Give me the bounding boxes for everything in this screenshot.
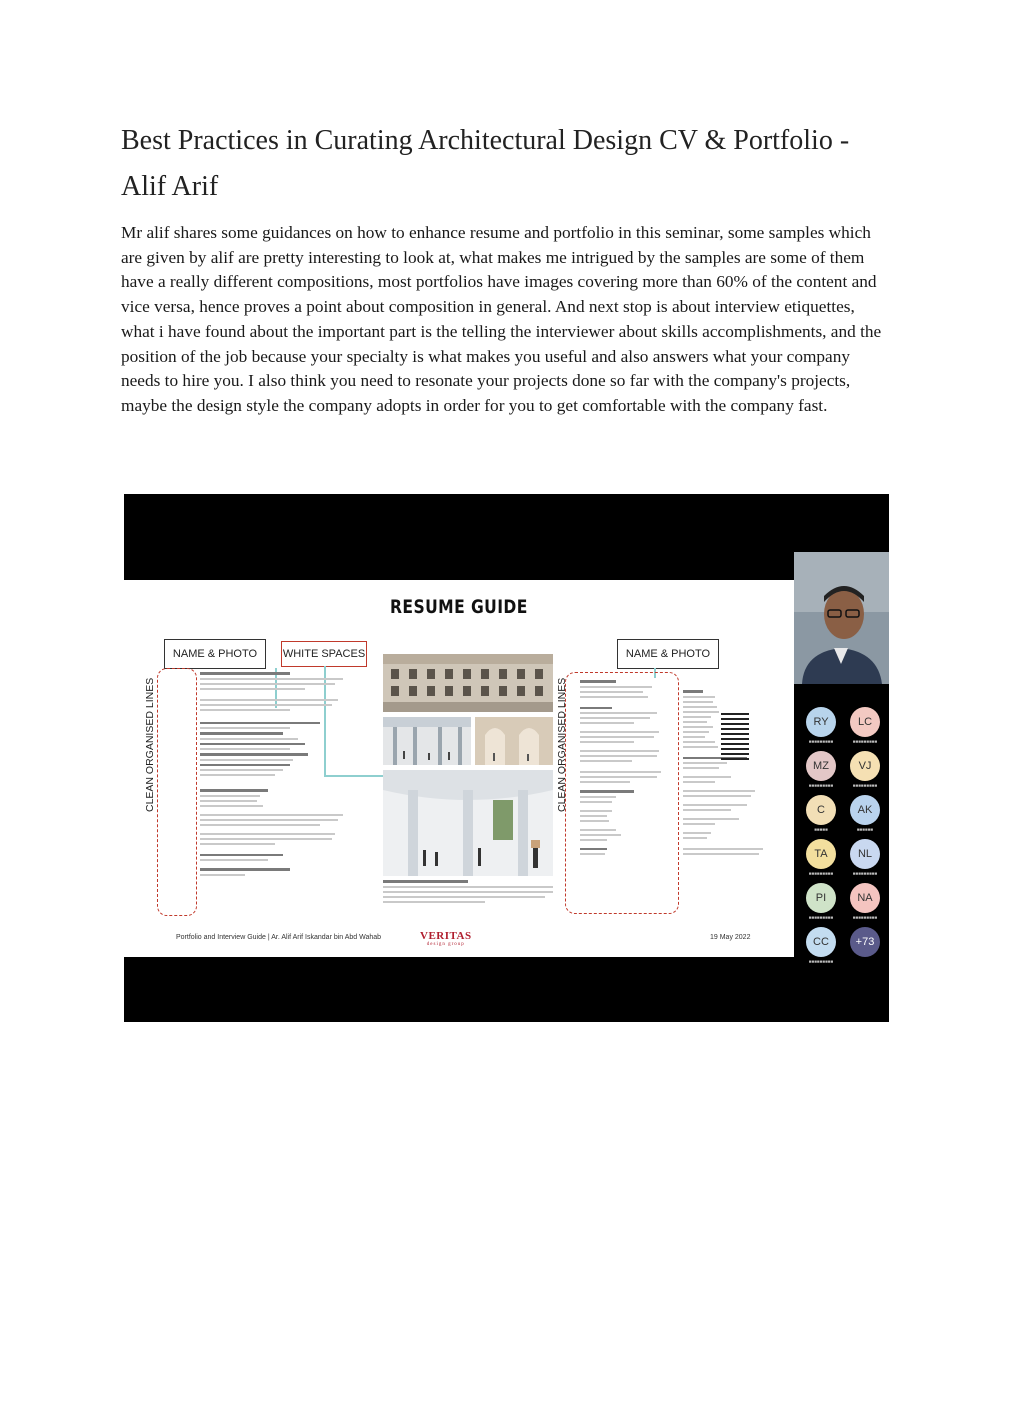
participant-name-placeholder: ■■■■■ [814, 827, 828, 832]
resume-text-left [200, 672, 350, 879]
skill-bars [721, 713, 749, 763]
interior-photo-1 [383, 717, 471, 765]
participant-avatar[interactable]: CC [806, 927, 836, 957]
participant-avatar[interactable]: AK [850, 795, 880, 825]
speaker-video[interactable] [794, 552, 889, 684]
slide-title: RESUME GUIDE [390, 596, 528, 618]
gallery-interior-photo [383, 770, 553, 876]
participant-avatar[interactable]: MZ [806, 751, 836, 781]
tag-name-photo-left: NAME & PHOTO [164, 639, 266, 669]
participant-name-placeholder: ■■■■■■■■■ [852, 915, 878, 920]
more-participants-badge[interactable]: +73 [850, 927, 880, 957]
interior-photo-2 [475, 717, 553, 765]
participant-avatar[interactable]: VJ [850, 751, 880, 781]
participant-name-placeholder: ■■■■■■ [856, 827, 874, 832]
photo-caption [383, 880, 553, 906]
participant-avatar[interactable]: NA [850, 883, 880, 913]
participant-name-placeholder: ■■■■■■■■■ [808, 739, 834, 744]
participant-avatar[interactable]: LC [850, 707, 880, 737]
participant-avatar[interactable]: PI [806, 883, 836, 913]
slide-footer-left: Portfolio and Interview Guide | Ar. Alif Arif Iskandar bin Abd Wahab [176, 934, 382, 941]
vertical-label-right: CLEAN ORGANISED LINES [556, 677, 568, 812]
participant-name-placeholder: ■■■■■■■■■ [852, 871, 878, 876]
logo-text: VERITAS [420, 930, 472, 942]
slide-footer-date: 19 May 2022 [710, 934, 751, 941]
vertical-label-left: CLEAN ORGANISED LINES [144, 677, 156, 812]
organised-lines-box-left [157, 668, 197, 916]
tag-name-photo-right: NAME & PHOTO [617, 639, 719, 669]
resume-text-right [580, 680, 670, 858]
participant-name-placeholder: ■■■■■■■■■ [808, 871, 834, 876]
seminar-screenshot [124, 494, 889, 1022]
tag-white-spaces: WHITE SPACES [281, 641, 367, 667]
building-facade-photo [383, 654, 553, 712]
participant-avatar[interactable]: C [806, 795, 836, 825]
participant-avatar[interactable]: TA [806, 839, 836, 869]
participant-name-placeholder: ■■■■■■■■■ [808, 915, 834, 920]
document-body: Mr alif shares some guidances on how to enhance resume and portfolio in this seminar, some samples which are given by alif are pretty interesting to look at, what makes me intrigued by the samples are some of them have a really different compositions, most portfolios have images covering more than 60% of the content and vice versa, hence proves a point about composition in general. And next stop is about interview etiquettes, what i have found about the important part is the telling the interviewer about skills accomplishments, and the position of the job because your specialty is what makes you useful and also answers what your company needs to hire you. I also think you need to resonate your projects done so far with the company's projects, maybe the design style the company adopts in order for you to get comfortable with the company fast. [121, 223, 882, 415]
participant-name-placeholder: ■■■■■■■■■ [808, 959, 834, 964]
participant-name-placeholder: ■■■■■■■■■ [808, 783, 834, 788]
participant-avatar[interactable]: RY [806, 707, 836, 737]
participant-avatar[interactable]: NL [850, 839, 880, 869]
participant-name-placeholder: ■■■■■■■■■ [852, 783, 878, 788]
logo-subtext: design group [426, 942, 465, 947]
resume-guide-slide [124, 580, 794, 957]
document-title: Best Practices in Curating Architectural Design CV & Portfolio - Alif Arif [121, 125, 850, 202]
participant-name-placeholder: ■■■■■■■■■ [852, 739, 878, 744]
veritas-logo [420, 930, 472, 947]
